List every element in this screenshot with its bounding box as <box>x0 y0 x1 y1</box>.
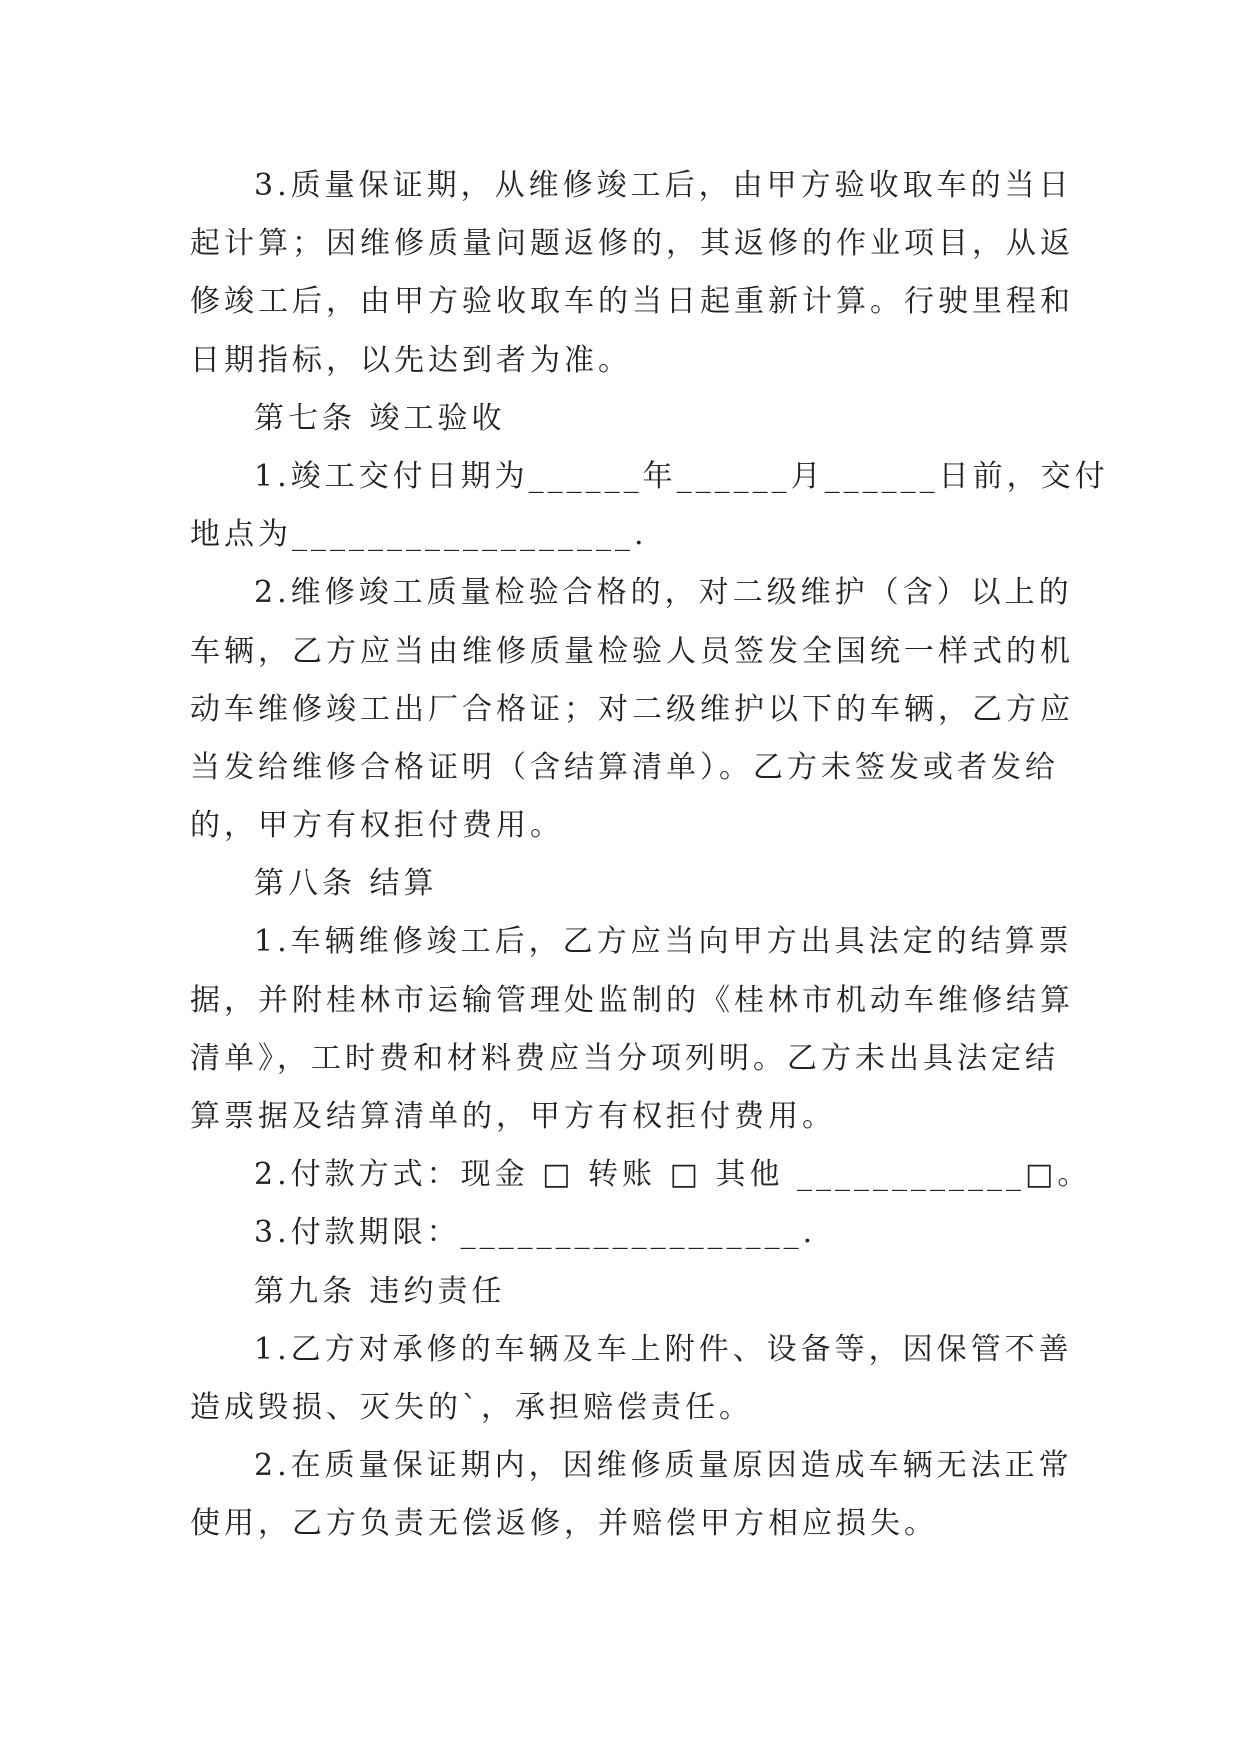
payment-method-line: 2.付款方式：现金 □ 转账 □ 其他 ____________□。 <box>254 1157 1092 1193</box>
paragraph-line: 清单》，工时费和材料费应当分项列明。乙方未出具法定结 <box>190 1040 1059 1076</box>
paragraph-line: 3.质量保证期，从维修竣工后，由甲方验收取车的当日 <box>254 168 1073 203</box>
document-page <box>190 157 1109 1554</box>
paragraph-line: 动车维修竣工出厂合格证；对二级维护以下的车辆，乙方应 <box>190 691 1074 727</box>
paragraph-line: 1.乙方对承修的车辆及车上附件、设备等，因保管不善 <box>254 1331 1073 1367</box>
paragraph-line: 当发给维修合格证明（含结算清单）。乙方未签发或者发给 <box>190 749 1059 785</box>
paragraph-line: 据，并附桂林市运输管理处监制的《桂林市机动车维修结算 <box>190 982 1074 1018</box>
paragraph-line: 起计算；因维修质量问题返修的，其返修的作业项目，从返 <box>190 226 1074 262</box>
paragraph-line: 1.车辆维修竣工后，乙方应当向甲方出具法定的结算票 <box>254 924 1073 960</box>
section-heading: 第八条 结算 <box>254 866 438 902</box>
paragraph-line: 车辆，乙方应当由维修质量检验人员签发全国统一样式的机 <box>190 633 1074 669</box>
section-heading: 第七条 竣工验收 <box>254 400 506 436</box>
paragraph-line: 2.在质量保证期内，因维修质量原因造成车辆无法正常 <box>254 1448 1073 1484</box>
paragraph-line: 地点为__________________. <box>190 517 648 553</box>
paragraph-line: 使用，乙方负责无偿返修，并赔偿甲方相应损失。 <box>190 1506 938 1542</box>
payment-term-line: 3.付款期限：__________________. <box>254 1215 817 1251</box>
section-heading: 第九条 违约责任 <box>254 1273 506 1309</box>
paragraph-line: 算票据及结算清单的，甲方有权拒付费用。 <box>190 1099 836 1134</box>
paragraph-line: 日期指标，以先达到者为准。 <box>190 342 632 378</box>
paragraph-line: 的，甲方有权拒付费用。 <box>190 808 564 844</box>
paragraph-line: 造成毁损、灭失的`，承担赔偿责任。 <box>190 1389 753 1425</box>
paragraph-line: 1.竣工交付日期为______年______月______日前，交付 <box>254 458 1109 494</box>
paragraph-line: 修竣工后，由甲方验收取车的当日起重新计算。行驶里程和 <box>190 284 1074 320</box>
paragraph-line: 2.维修竣工质量检验合格的，对二级维护（含）以上的 <box>254 575 1073 611</box>
